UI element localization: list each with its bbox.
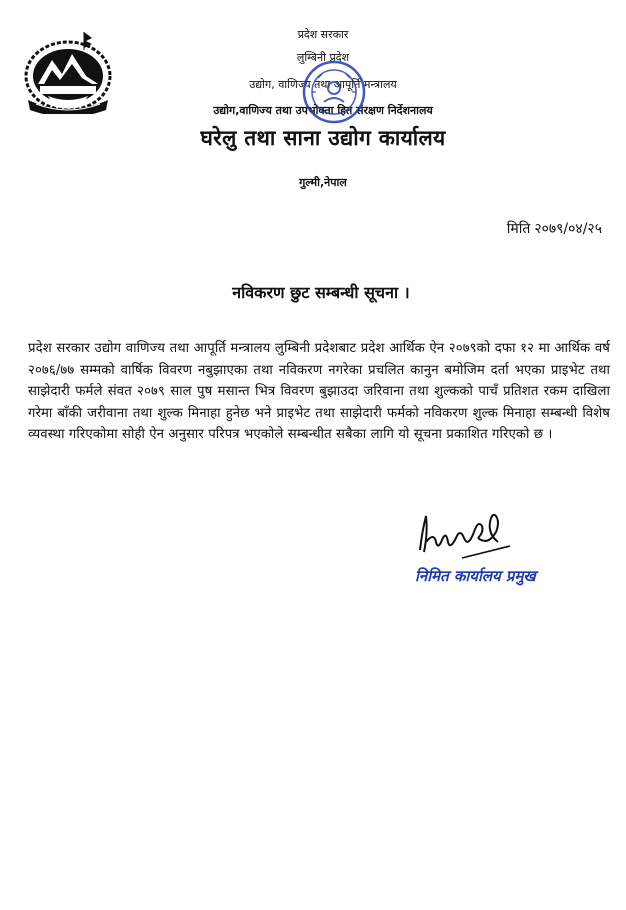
signatory-title: निमित कार्यालय प्रमुख <box>415 567 536 585</box>
office-stamp-icon <box>300 58 368 126</box>
header-line-directorate: उद्योग,वाणिज्य तथा उपभोक्ता हित संरक्षण निर्देशनालय <box>213 104 433 117</box>
date-label: मिति <box>506 221 531 237</box>
nepal-emblem-icon <box>22 30 114 114</box>
office-name-heading: घरेलु तथा साना उद्योग कार्यालय <box>200 126 446 150</box>
header-line-province: लुम्बिनी प्रदेश <box>296 51 350 64</box>
header-line-provincial-government: प्रदेश सरकार <box>297 28 349 41</box>
signature-mark <box>412 502 522 564</box>
notice-body: प्रदेश सरकार उद्योग वाणिज्य तथा आपूर्ति मन्त्रालय लुम्बिनी प्रदेशबाट प्रदेश आर्थिक ऐन २०७९को दफा १२ मा आर्थिक वर्ष २०७६/७७ सम्मको वार्षिक विवरण नबुझाएका तथा नविकरण नगरेका प्रचलित कानुन बमोजिम दर्ता भएका प्राइभेट तथा साझेदारी फर्मले संवत २०७९ साल पुष मसान्त भित्र विवरण बुझाउदा जरिवाना तथा शुल्कको पाचँ प्रतिशत रकम दाखिला गरेमा बाँकी जरीवाना तथा शुल्क मिनाहा हुनेछ भने प्राइभेट तथा साझेदारी फर्मको नविकरण शुल्क मिनाहा सम्बन्धी विशेष व्यवस्था गरिएकोमा सोही ऐन अनुसार परिपत्र भएकोले सम्बन्धीत सबैका लागि यो सूचना प्रकाशित गरिएको छ । <box>28 341 610 443</box>
notice-title: नविकरण छुट सम्बन्धी सूचना । <box>232 283 410 302</box>
office-location: गुल्मी,नेपाल <box>299 176 347 189</box>
notice-date <box>507 219 606 238</box>
date-value: २०७९/०४/२५ <box>534 221 602 237</box>
header-line-ministry: उद्योग, वाणिज्य तथा आपूर्ति मन्त्रालय <box>249 78 397 91</box>
